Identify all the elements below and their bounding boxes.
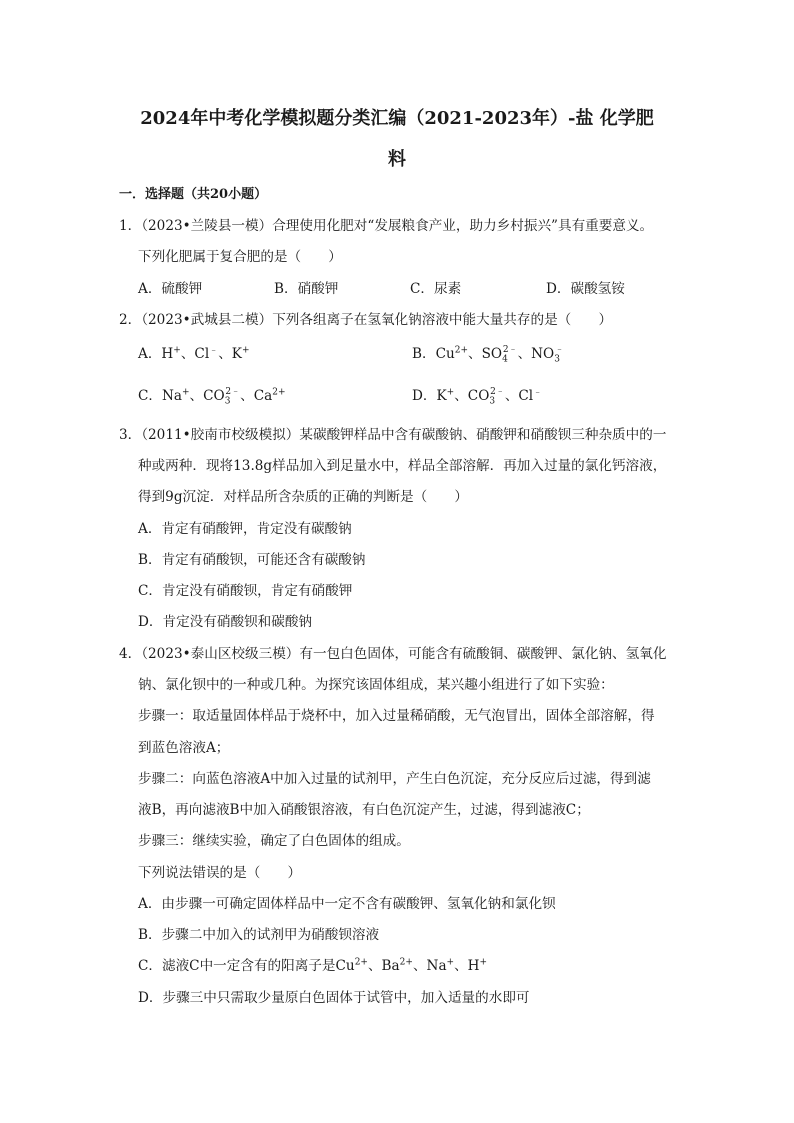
q4-step2-line1: 步骤二：向蓝色溶液A中加入过量的试剂甲，产生白色沉淀，充分反应后过滤，得到滤 xyxy=(138,771,651,787)
doc-title-line2: 料 xyxy=(388,149,406,170)
doc-title-line1: 2024年中考化学模拟题分类汇编（2021-2023年）-盐 化学肥 xyxy=(140,108,654,129)
q4-step2-line2: 液B，再向滤液B中加入硝酸银溶液，有白色沉淀产生，过滤，得到滤液C； xyxy=(138,802,590,818)
q3-option-c: C．肯定没有硝酸钡，肯定有硝酸钾 xyxy=(138,583,353,599)
q1-option-d: D．碳酸氢铵 xyxy=(546,281,625,297)
q3-option-b: B．肯定有硝酸钡，可能还含有碳酸钠 xyxy=(138,552,366,568)
q4-option-d: D．步骤三中只需取少量原白色固体于试管中，加入适量的水即可 xyxy=(138,990,530,1006)
q4-step1-line2: 到蓝色溶液A； xyxy=(138,740,230,756)
q1-stem-line2: 下列化肥属于复合肥的是（ ） xyxy=(138,249,342,265)
q2-option-d xyxy=(412,387,543,407)
section-heading: 一．选择题（共20小题） xyxy=(119,187,268,202)
q2-option-a xyxy=(138,346,249,362)
q1-option-b: B．硝酸钾 xyxy=(274,281,339,297)
q4-option-c-ions: $Cu^{2+}$、$Ba^{2+}$、Na+、H+ xyxy=(335,957,488,974)
q2-option-a-ions: H+、Cl﹣、K+ xyxy=(161,345,250,362)
q1-stem-line1: 1．（2023•兰陵县一模）合理使用化肥对“发展粮食产业，助力乡村振兴”具有重要意义。 xyxy=(119,218,654,234)
q4-option-c-text: C．滤液C中一定含有的阳离子是 xyxy=(138,958,336,974)
q4-question: 下列说法错误的是（ ） xyxy=(138,865,302,881)
q4-step3: 步骤三：继续实验，确定了白色固体的组成。 xyxy=(138,833,410,849)
q2-option-c-ions: Na+、$CO_3^{2﹣}$、$Ca^{2+}$ xyxy=(162,387,286,407)
q2-option-c-label: C． xyxy=(138,388,162,404)
q2-option-d-label: D． xyxy=(412,388,437,404)
q4-option-a: A．由步骤一可确定固体样品中一定不含有碳酸钾、氢氧化钠和氯化钡 xyxy=(138,896,556,912)
q2-option-d-ions: K+、$CO_3^{2﹣}$、Cl﹣ xyxy=(436,387,543,407)
q2-stem: 2．（2023•武城县二模）下列各组离子在氢氧化钠溶液中能大量共存的是（ ） xyxy=(119,312,613,328)
q4-step1-line1: 步骤一：取适量固体样品于烧杯中，加入过量稀硝酸，无气泡冒出，固体全部溶解，得 xyxy=(138,708,655,724)
q1-option-a: A．硫酸钾 xyxy=(138,281,203,297)
q3-option-a: A．肯定有硝酸钾，肯定没有碳酸钠 xyxy=(138,521,352,537)
q4-stem-line1: 4．（2023•泰山区校级三模）有一包白色固体，可能含有硫酸铜、碳酸钾、氯化钠、氢氧化 xyxy=(119,646,667,662)
q4-option-b: B．步骤二中加入的试剂甲为硝酸钡溶液 xyxy=(138,927,380,943)
q3-stem-line1: 3．（2011•胶南市校级模拟）某碳酸钾样品中含有碳酸钠、硝酸钾和硝酸钡三种杂质中的一 xyxy=(119,427,667,443)
q3-option-d: D．肯定没有硝酸钡和碳酸钠 xyxy=(138,614,313,630)
q2-option-a-label: A． xyxy=(138,346,162,362)
q2-option-c xyxy=(138,387,286,407)
q1-option-c: C．尿素 xyxy=(410,281,462,297)
q3-stem-line3: 得到9g沉淀．对样品所含杂质的正确的判断是（ ） xyxy=(138,489,469,505)
q4-option-c xyxy=(138,958,487,974)
q2-option-b-ions: $Cu^{2+}$、$SO_4^{2﹣}$、$NO_3^﹣$ xyxy=(435,345,564,365)
q2-option-b xyxy=(412,345,564,365)
q3-stem-line2: 种或两种．现将13.8g样品加入到足量水中，样品全部溶解．再加入过量的氯化钙溶液， xyxy=(138,458,667,474)
q4-stem-line2: 钠、氯化钡中的一种或几种。为探究该固体组成，某兴趣小组进行了如下实验： xyxy=(138,677,614,693)
q2-option-b-label: B． xyxy=(412,346,436,362)
